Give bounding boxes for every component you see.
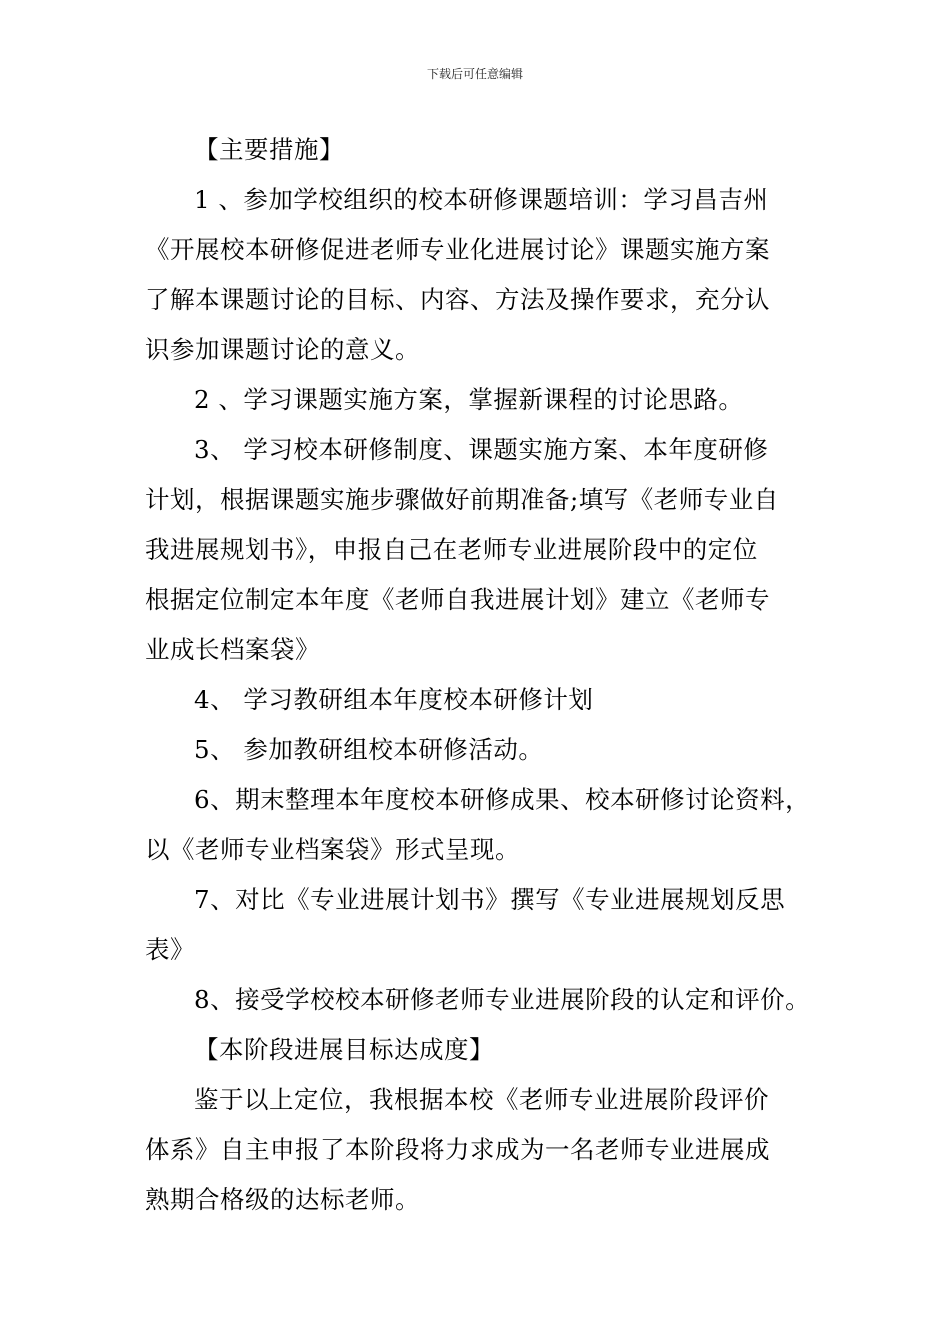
paragraph-line: 以《老师专业档案袋》形式呈现。: [145, 835, 520, 864]
paragraph-line: 根据定位制定本年度《老师自我进展计划》建立《老师专: [145, 585, 770, 614]
paragraph-line: 8、接受学校校本研修老师专业进展阶段的认定和评价。: [194, 985, 811, 1014]
paragraph-line: 业成长档案袋》: [145, 635, 320, 664]
paragraph-line: 识参加课题讨论的意义。: [145, 335, 420, 364]
paragraph-line: 2 、学习课题实施方案，掌握新课程的讨论思路。: [194, 385, 744, 414]
paragraph-line: 了解本课题讨论的目标、内容、方法及操作要求，充分认: [145, 285, 770, 314]
document-body: [145, 125, 825, 1225]
paragraph-line: 5、 参加教研组校本研修活动。: [194, 735, 544, 764]
paragraph-line: 3、 学习校本研修制度、课题实施方案、本年度研修: [194, 435, 769, 464]
paragraph-line: 体系》自主申报了本阶段将力求成为一名老师专业进展成: [145, 1135, 770, 1164]
paragraph-line: 计划，根据课题实施步骤做好前期准备;填写《老师专业自: [145, 485, 779, 514]
paragraph-line: 7、对比《专业进展计划书》撰写《专业进展规划反思: [194, 885, 786, 914]
paragraph-line: 我进展规划书》，申报自己在老师专业进展阶段中的定位: [145, 535, 758, 564]
paragraph-line: 1 、参加学校组织的校本研修课题培训：学习昌吉州: [194, 185, 769, 214]
paragraph-line: 6、期末整理本年度校本研修成果、校本研修讨论资料，: [194, 785, 811, 814]
section-heading-measures: 【主要措施】: [194, 135, 344, 164]
paragraph-line: 鉴于以上定位，我根据本校《老师专业进展阶段评价: [194, 1085, 769, 1114]
paragraph-line: 《开展校本研修促进老师专业化进展讨论》课题实施方案: [145, 235, 770, 264]
paragraph-line: 表》: [145, 935, 195, 964]
paragraph-line: 4、 学习教研组本年度校本研修计划: [194, 685, 594, 714]
paragraph-line: 熟期合格级的达标老师。: [145, 1185, 420, 1214]
header-note: 下载后可任意编辑: [426, 67, 523, 81]
section-heading-goal-achievement: 【本阶段进展目标达成度】: [194, 1035, 494, 1064]
